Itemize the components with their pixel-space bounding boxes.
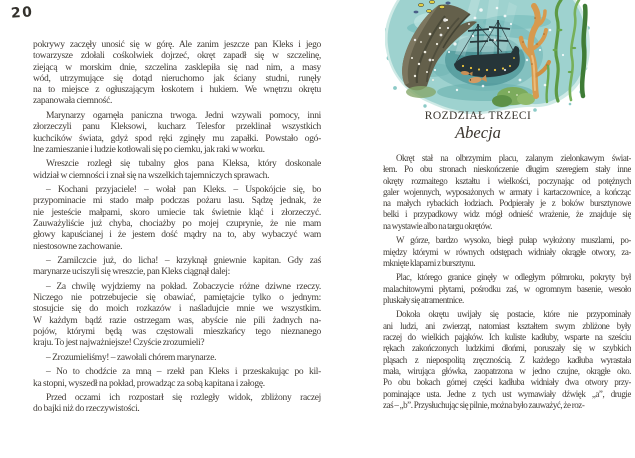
text-line: – Zamilczcie już, do licha! – krzyknął gniewnie kapitan. Gdy zaś	[46, 256, 321, 267]
text-line: okręty rozmaitego kształtu i wielkości, poczynając od potężnych	[383, 175, 631, 186]
text-line: towarzysze zdołali cośkolwiek dojrzeć, okręt zapadł się w szczelinę,	[33, 51, 321, 62]
text-line: galer wojennych, wyposażonych w armaty i kartaczownice, a kończąc	[383, 186, 631, 197]
chapter-illustration	[385, 0, 590, 114]
text-line: stosujcie się do moich rozkazów i naśladujcie mnie we wszystkim.	[33, 304, 321, 315]
text-line: ka stopni, wyszedł na pokład, prowadząc za sobą kapitana i załogę.	[33, 378, 265, 389]
paragraph	[33, 111, 321, 156]
text-line: Zauważyliście już chyba, chociażby po mojej czuprynie, że nie mam	[33, 219, 321, 230]
paragraph	[33, 393, 321, 416]
text-line: do bajki niż do rzeczywistości.	[33, 404, 140, 415]
text-line: – No to chodźcie za mną – rzekł pan Kleks i przeskakując po kil-	[46, 367, 321, 378]
text-line: W każdym bądź razie ostrzegam was, abyście nie pili żadnych na-	[33, 315, 321, 326]
text-line: kraju. To jest najważniejsze! Czyście zrozumieli?	[33, 338, 205, 349]
text-line: Plac, którego granice ginęły w odległym półmroku, pokryty był	[396, 272, 631, 283]
paragraph	[383, 235, 631, 269]
chapter-title: Abecja	[455, 123, 501, 142]
text-line: nie jesteście małpami, skoro umiecie tak świetnie kląć i złorzeczyć.	[33, 207, 321, 218]
text-line: złorzeczyli panu Kleksowi, kucharz Telesfor przeklinał wszystkich	[33, 122, 321, 133]
text-line: głowy kapuścianej i że jestem dość mądry na to, aby wybaczyć wam	[33, 230, 321, 241]
text-line: raczej do wielkich pająków. Ich kuliste kadłuby, wsparte na sześciu	[383, 332, 631, 343]
text-line: belki i przypadkowy widz mógł odnieść wrażenie, że znajduje się	[383, 209, 631, 220]
text-line: na wystawie albo na targu okrętów.	[383, 220, 492, 231]
text-line: rękach zakończonych ludzkimi dłońmi, poruszały się w szybkich	[383, 343, 631, 354]
chapter-heading: ROZDZIAŁ TRZECI	[424, 110, 532, 122]
text-line: mknięte klapami z bursztynu.	[383, 257, 476, 268]
text-line: lne zamieszanie i ludzie kotłowali się po ciemku, jak raki w worku.	[33, 144, 265, 155]
text-line: przypominacie mi stado małp podczas pożaru lasu. Sądzę jednak, że	[33, 196, 321, 207]
text-line: pląsach z niepospolitą zręcznością. Z każdego kadłuba wyrastała	[383, 354, 631, 365]
page-number: 20	[10, 4, 35, 22]
text-line: pokrywy zaczęły unosić się w górę. Ale zanim jeszcze pan Kleks i jego	[33, 40, 321, 50]
text-line: widział w ciemności i znał się na wszelkich tajemniczych sprawach.	[33, 170, 270, 181]
text-line: marynarze uciszyli się wreszcie, pan Kleks ciągnął dalej:	[33, 267, 230, 278]
paragraph	[33, 353, 321, 364]
text-line: Dokoła okrętu uwijały się postacie, które nie przypominały	[396, 309, 631, 320]
paragraph	[33, 367, 321, 390]
text-line: na to miejsce z ogłuszającym łoskotem i hukiem. We wnętrzu okrętu	[33, 85, 321, 96]
text-line: zapanowała ciemność.	[33, 96, 113, 107]
text-line: ziejącą w morskim dnie, szczelina zasklepiła się nad nim, a masy	[33, 62, 321, 73]
text-line: Okręt stał na olbrzymim placu, zalanym zielonkawym świat-	[396, 153, 631, 163]
text-line: niestosowne zachowanie.	[33, 241, 123, 252]
text-line: wód, utrzymujące się dotąd nieruchomo jak ściany studni, runęły	[33, 73, 321, 84]
left-text-column	[33, 40, 321, 416]
text-line: malachitowymi płytami, pośrodku zaś, w ogromnym basenie, wesoło	[383, 283, 631, 294]
text-line: zaś – „b”. Przysłuchując się pilnie, można było zauważyć, że roz-	[383, 399, 585, 410]
paragraph	[33, 159, 321, 182]
text-line: – Za chwilę wyjdziemy na pokład. Zobaczycie różne dziwne rzeczy.	[46, 281, 321, 292]
text-line: W górze, bardzo wysoko, biegł pułap wyłożony muszlami, po-	[396, 235, 631, 246]
paragraph	[33, 282, 321, 350]
text-line: Niczego nie potrzebujecie się obawiać, pamiętajcie tylko o jednym:	[33, 293, 321, 304]
paragraph	[383, 309, 631, 411]
paragraph	[383, 153, 631, 232]
text-line: pojów, którymi będą was częstowali mieszkańcy tego nieznanego	[33, 327, 321, 338]
text-line: – Zrozumieliśmy! – zawołali chórem marynarze.	[46, 352, 217, 363]
paragraph	[383, 272, 631, 306]
text-line: ani ludzi, ani zwierząt, natomiast kształtem swym zbliżone były	[383, 320, 631, 331]
paragraph	[33, 185, 321, 253]
text-line: – Kochani przyjaciele! – wołał pan Kleks. – Uspokójcie się, bo	[46, 185, 321, 196]
text-line: pluskały się atramentnice.	[383, 294, 464, 305]
text-line: łem. Po obu stronach nieskończenie długim szeregiem stały inne	[383, 164, 631, 175]
paragraph	[33, 40, 321, 108]
text-line: mała, wirująca główka, zaopatrzona w jedno czujne, okrągłe oko.	[383, 365, 631, 376]
text-line: Wreszcie rozległ się tubalny głos pana Kleksa, który doskonale	[46, 159, 321, 170]
text-line: Przed oczami ich rozpostarł się rozległy widok, zbliżony raczej	[46, 393, 321, 404]
text-line: kuchcików świata, gdyż spod ręki zginęły mu zapałki. Powstało ogó-	[33, 133, 321, 144]
text-line: pominające usta. Jedne z tych ust wymawiały dźwięk „a”, drugie	[383, 388, 631, 399]
text-line: między którymi w równych odstępach widniały okrągłe otwory, za-	[383, 246, 631, 257]
text-line: na małych rybackich łodziach. Podpierały je z boków bursztynowe	[383, 198, 631, 209]
text-line: Po obu bokach górnej części kadłuba widniały dwa otwory przy-	[383, 377, 631, 388]
paragraph	[33, 256, 321, 279]
right-text-column	[383, 153, 631, 411]
text-line: Marynarzy ogarnęła paniczna trwoga. Jedni wzywali pomocy, inni	[46, 110, 321, 121]
